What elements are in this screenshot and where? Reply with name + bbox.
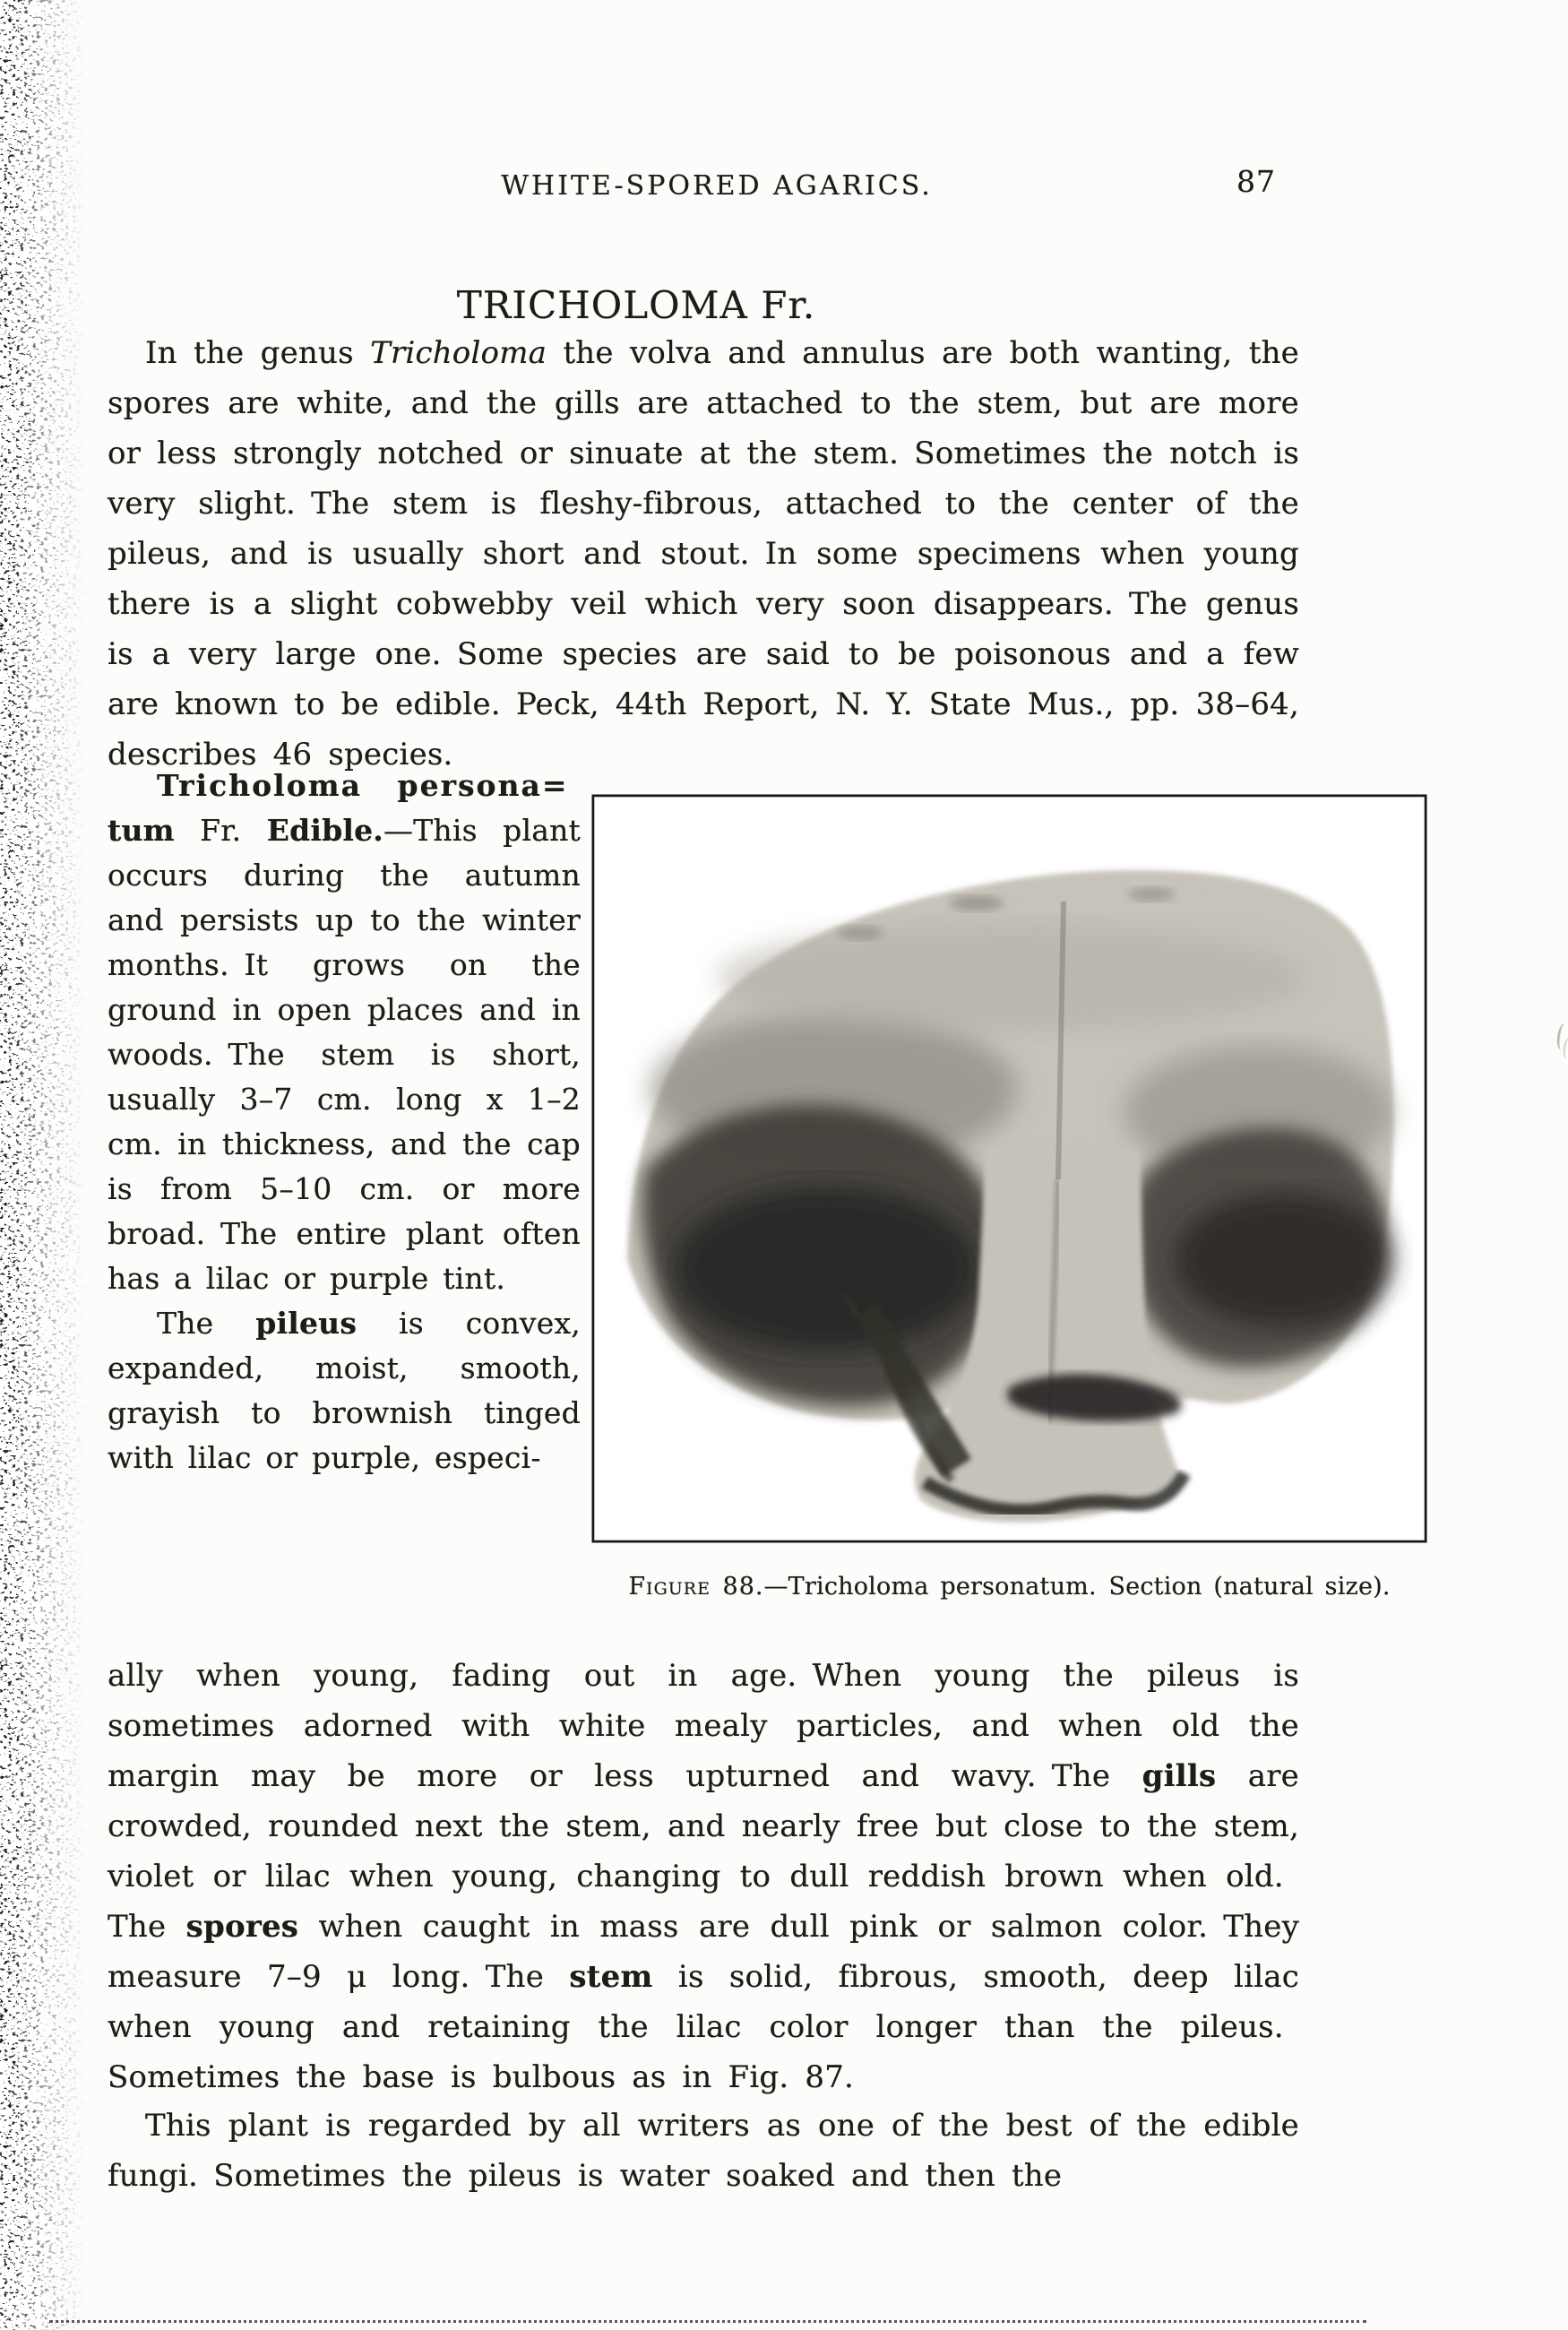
halftone-grain — [594, 797, 1425, 1540]
genus-name-italic: Tricholoma — [370, 335, 547, 371]
pileus-paragraph — [108, 1301, 581, 1480]
intro-post: the volva and annulus are both wanting, the spores are white, and the gills are attached to the stem, but are more or less strongly notched or sinuate at the stem. Sometimes the notch is very slight. The stem is fleshy-fibrous, attached to the center of the pileus, and is usually short and stout. In some specimens when young there is a slight cobwebby veil which very soon disappears. The genus is a very large one. Some species are said to be poisonous and a few are known to be edible. Peck, 44th Report, N. Y. State Mus., pp. 38–64, describes 46 species. — [108, 335, 1299, 772]
pileus-bold: pileus — [255, 1306, 358, 1341]
pileus-post: is convex, expanded, moist, smooth, grayish to brownish tinged with lilac or purple, especi- — [108, 1306, 581, 1475]
page-number: 87 — [1236, 164, 1276, 199]
cont-part4: is solid, fibrous, smooth, deep lilac when young and retaining the lilac color longer than the pileus. Sometimes the base is bulbous as in Fig. 87. — [108, 1959, 1299, 2095]
scan-bottom-edge — [49, 2320, 1366, 2323]
figure-caption — [591, 1572, 1427, 1602]
species-name-line1: Tricholoma persona= — [157, 768, 569, 803]
scan-edge-fade — [0, 0, 99, 2330]
figure-caption-label: Figure 88. — [628, 1573, 764, 1601]
species-description: —This plant occurs during the autumn and persists up to the winter months. It grows on the ground in open places and in woods. The stem is short, usually 3–7 cm. long x 1–2 cm. in thickness, and the cap is from 5–10 cm. or more broad. The entire plant often has a lilac or purple tint. — [108, 813, 582, 1296]
figure-88-illustration — [591, 794, 1427, 1543]
gills-bold: gills — [1142, 1758, 1217, 1794]
running-title: WHITE-SPORED AGARICS. — [501, 170, 933, 202]
species-left-column — [108, 764, 581, 1480]
species-authority: Fr. — [174, 813, 267, 848]
stem-bold: stem — [569, 1959, 653, 1995]
continuation-paragraph — [108, 1651, 1299, 2102]
cont-part3: when caught in mass are dull pink or salmon color. They measure 7–9 μ long. The — [108, 1909, 1299, 1995]
intro-pre: In the genus — [145, 335, 371, 371]
intro-paragraph — [108, 328, 1299, 780]
cont-part1: ally when young, fading out in age. When young the pileus is sometimes adorned with white mealy particles, and when old the margin may be more or less upturned and wavy. The — [108, 1658, 1299, 1794]
spores-bold: spores — [185, 1909, 299, 1945]
species-name-line2: tum — [108, 813, 175, 848]
species-section — [108, 764, 1391, 1651]
species-paragraph — [108, 764, 581, 1301]
figure-88 — [591, 794, 1427, 1602]
pileus-pre: The — [157, 1306, 256, 1341]
section-heading: TRICHOLOMA Fr. — [456, 283, 816, 327]
cont-part2: are crowded, rounded next the stem, and nearly free but close to the stem, violet or lilac when young, changing to dull reddish brown when old. The — [108, 1758, 1299, 1945]
closing-paragraph: This plant is regarded by all writers as one of the best of the edible fungi. Sometimes the pileus is water soaked and then the — [108, 2108, 1299, 2194]
edible-label: Edible. — [266, 813, 383, 848]
figure-caption-text: —Tricholoma personatum. Section (natural size). — [763, 1573, 1391, 1601]
